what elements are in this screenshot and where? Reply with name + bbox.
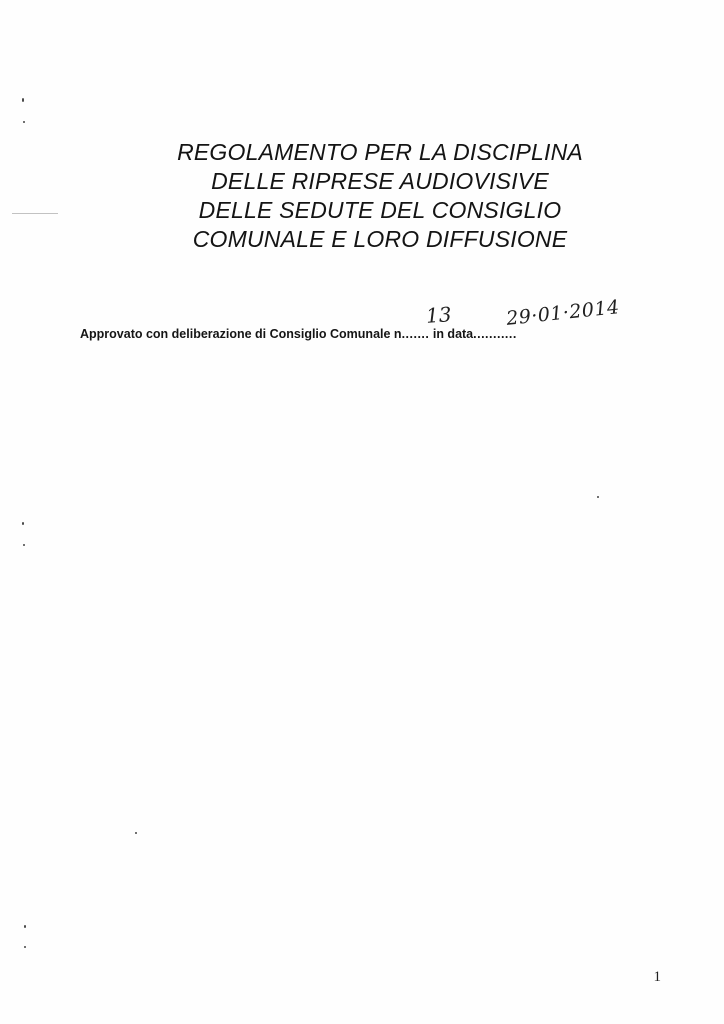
scan-speck [24, 925, 26, 928]
scan-speck [22, 522, 24, 525]
approval-prefix: Approvato con deliberazione di Consiglio Comunale n [80, 327, 402, 341]
handwritten-number: 13 [425, 302, 453, 328]
document-title [130, 138, 630, 254]
scan-speck [23, 121, 25, 123]
scan-speck [135, 832, 137, 834]
scan-speck [597, 496, 599, 498]
title-line-1: REGOLAMENTO PER LA DISCIPLINA [177, 139, 583, 165]
approval-statement [80, 327, 517, 341]
date-dots: ........... [473, 327, 517, 341]
number-dots: ....... [401, 327, 430, 341]
title-line-3: DELLE SEDUTE DEL CONSIGLIO [198, 197, 562, 223]
scan-speck [24, 946, 26, 948]
approval-middle: in data [429, 327, 474, 341]
page-number: 1 [653, 969, 661, 985]
scan-artifact-line [12, 213, 58, 214]
scan-speck [22, 98, 24, 102]
handwritten-date: 29·01·2014 [505, 296, 621, 330]
title-line-2: DELLE RIPRESE AUDIOVISIVE [211, 168, 549, 194]
scan-speck [23, 544, 25, 546]
title-line-4: COMUNALE E LORO DIFFUSIONE [192, 226, 568, 252]
